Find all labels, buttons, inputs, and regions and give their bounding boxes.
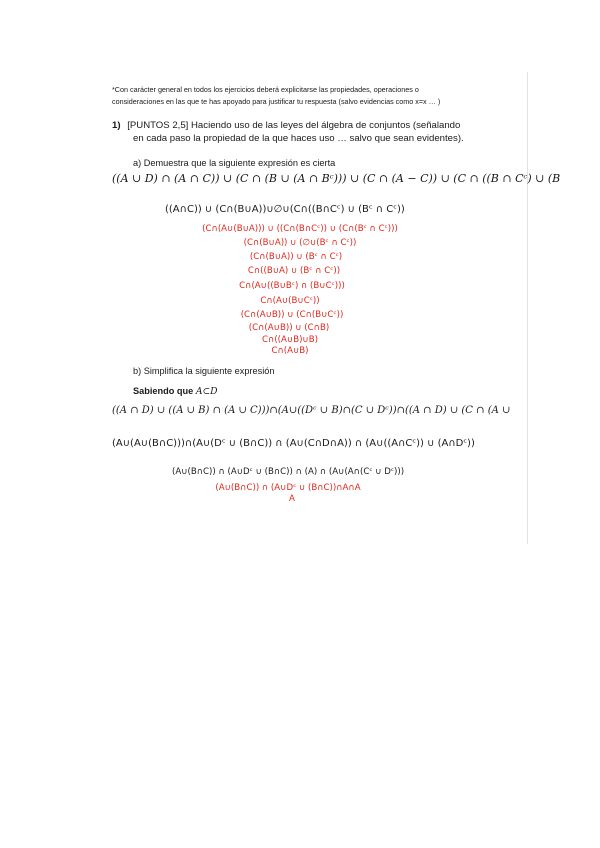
part-a-step: C∩(A∪(B∪Cᶜ)) — [260, 296, 320, 306]
part-a-step: (C∩(B∪A)) ∪ (∅∪(Bᶜ ∩ Cᶜ)) — [243, 238, 357, 248]
part-b-given — [133, 386, 218, 397]
question-heading-text: [PUNTOS 2,5] Haciendo uso de las leyes del álgebra de conjuntos (señalando — [127, 120, 461, 131]
part-a-step: (C∩(A∪B)) ∪ (C∩B) — [248, 323, 330, 333]
part-a-label: a) Demuestra que la siguiente expresión es cierta — [133, 158, 336, 168]
part-a-step: (C∩(B∪A)) ∪ (Bᶜ ∩ Cᶜ) — [249, 252, 343, 262]
general-note — [112, 84, 440, 108]
question-heading-line-2: en cada paso la propiedad de la que haces uso … salvo que sean evidentes). — [133, 133, 464, 144]
part-a-step: C∩(A∪((B∪Bᶜ) ∩ (B∪Cᶜ))) — [239, 281, 345, 291]
part-b-given-text: Sabiendo que — [133, 386, 194, 396]
part-b-given-math: A⊂D — [195, 386, 218, 397]
part-a-step: (C∩(A∪(B∪A))) ∪ ((C∩(B∩Cᶜ)) ∪ (C∩(Bᶜ ∩ Cᶜ))) — [202, 224, 398, 234]
note-line-1: *Con carácter general en todos los ejercicios deberá explicitarse las propiedades, operaciones o — [112, 85, 419, 94]
part-a-handwritten-line: ((A∩C)) ∪ (C∩(B∪A))∪∅∪(C∩((B∩Cᶜ) ∪ (Bᶜ ∩ Cᶜ)) — [165, 204, 405, 215]
part-b-step: A — [289, 494, 295, 504]
question-1-heading — [112, 120, 460, 133]
note-line-2: consideraciones en las que te has apoyado para justificar tu respuesta (salvo evidencias como x=x … ) — [112, 97, 441, 106]
part-b-step: (A∪(B∩C)) ∩ (A∪Dᶜ ∪ (B∩C))∩A∩A — [215, 483, 361, 493]
part-b-label: b) Simplifica la siguiente expresión — [133, 366, 275, 376]
part-a-step: C∩((A∪B)∪B) — [262, 335, 318, 345]
part-a-expression: ((A ∪ D) ∩ (A ∩ C)) ∪ (C ∩ (B ∪ (A ∩ Bᶜ))) ∪ (C ∩ (A − C)) ∪ (C ∩ ((B ∩ Cᶜ) ∪ (B — [112, 172, 561, 185]
part-a-step: C∩((B∪A) ∪ (Bᶜ ∩ Cᶜ)) — [247, 266, 341, 276]
page-margin-line — [527, 72, 528, 544]
part-b-expression: ((A ∩ D) ∪ ((A ∪ B) ∩ (A ∪ C)))∩(A∪((Dᶜ ∪ B)∩(C ∪ Dᶜ))∩((A ∩ D) ∪ (C ∩ (A ∪ — [112, 405, 511, 416]
part-a-step: C∩(A∪B) — [271, 346, 309, 356]
part-b-handwritten-line-2: (A∪(B∩C)) ∩ (A∪Dᶜ ∪ (B∩C)) ∩ (A) ∩ (A∪(A∩(Cᶜ ∪ Dᶜ))) — [172, 467, 405, 477]
part-b-handwritten-line-1: (A∪(A∪(B∩C)))∩(A∪(Dᶜ ∪ (B∩C)) ∩ (A∪(C∩D∩A)) ∩ (A∪((A∩Cᶜ)) ∪ (A∩Dᶜ)) — [112, 438, 475, 449]
part-a-step: (C∩(A∪B)) ∪ (C∩(B∪Cᶜ)) — [240, 310, 344, 320]
question-number: 1) — [112, 120, 121, 131]
